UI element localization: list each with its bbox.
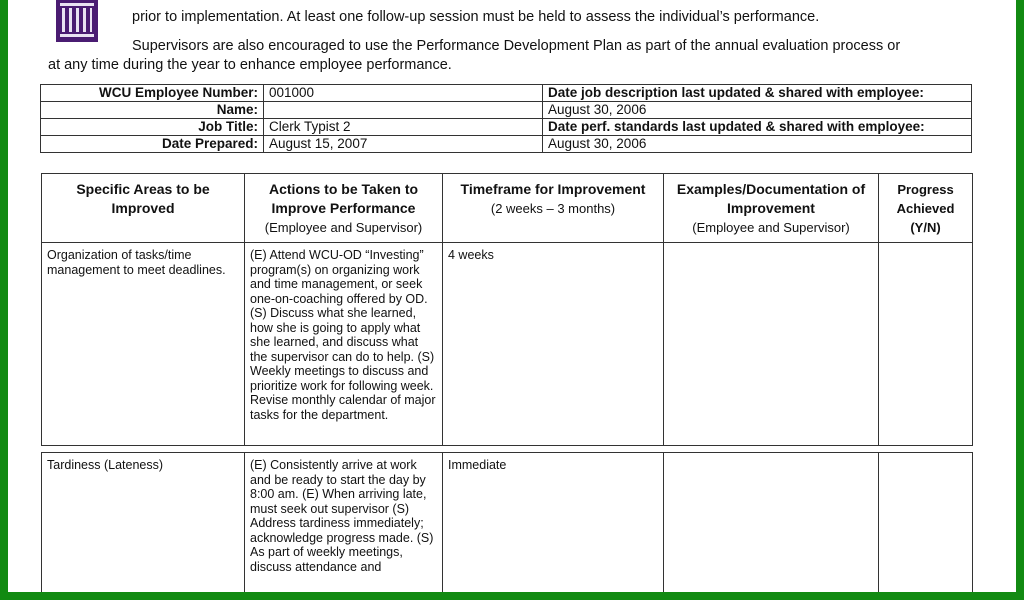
improvement-plan-table-continued: [41, 452, 973, 592]
plan-header-row: [42, 174, 973, 243]
name-value: [264, 102, 543, 119]
progress-cell: [879, 243, 973, 446]
perf-updated-value: August 30, 2006: [543, 136, 972, 153]
employee-info-table: [40, 84, 972, 153]
examples-cell: [664, 243, 879, 446]
date-prepared-value: August 15, 2007: [264, 136, 543, 153]
perf-updated-label: Date perf. standards last updated & shared with employee:: [543, 119, 972, 136]
area-cell: Tardiness (Lateness): [42, 453, 245, 593]
timeframe-cell: Immediate: [443, 453, 664, 593]
actions-cell: (E) Attend WCU-OD “Investing” program(s) on organizing work and time management, or seek one-on-coaching offered by OD. (S) Discuss what she learned, how she is going to apply what she learned, and discuss what the supervisor can do to help. (S) Weekly meetings to discuss and prioritize work for following week. Revise monthly calendar of major tasks for the department.: [245, 243, 443, 446]
header-actions: Actions to be Taken to Improve Performance (Employee and Supervisor): [245, 174, 443, 243]
intro-line-3: at any time during the year to enhance employee performance.: [48, 57, 452, 73]
examples-cell: [664, 453, 879, 593]
jd-updated-label: Date job description last updated & shared with employee:: [543, 85, 972, 102]
date-prepared-label: Date Prepared:: [41, 136, 264, 153]
intro-line-1: prior to implementation. At least one follow-up session must be held to assess the individual’s performance.: [132, 9, 820, 25]
timeframe-cell: 4 weeks: [443, 243, 664, 446]
progress-cell: [879, 453, 973, 593]
intro-line-2: Supervisors are also encouraged to use the Performance Development Plan as part of the annual evaluation process or: [132, 38, 901, 54]
actions-cell: (E) Consistently arrive at work and be ready to start the day by 8:00 am. (E) When arriving late, must seek out supervisor (S) Address tardiness immediately; acknowledge progress made. (S) As part of weekly meetings, discuss attendance and: [245, 453, 443, 593]
area-cell: Organization of tasks/time management to meet deadlines.: [42, 243, 245, 446]
document-page: [8, 0, 1016, 592]
employee-number-value: 001000: [264, 85, 543, 102]
job-title-value: Clerk Typist 2: [264, 119, 543, 136]
university-logo: [56, 0, 98, 42]
table-row: [42, 243, 973, 446]
improvement-plan-table: [41, 173, 973, 446]
header-examples: Examples/Documentation of Improvement (Employee and Supervisor): [664, 174, 879, 243]
table-row: [42, 453, 973, 593]
job-title-label: Job Title:: [41, 119, 264, 136]
employee-number-label: WCU Employee Number:: [41, 85, 264, 102]
header-progress: Progress Achieved (Y/N): [879, 174, 973, 243]
name-label: Name:: [41, 102, 264, 119]
jd-updated-value: August 30, 2006: [543, 102, 972, 119]
header-areas: Specific Areas to be Improved: [42, 174, 245, 243]
header-timeframe: Timeframe for Improvement (2 weeks – 3 months): [443, 174, 664, 243]
